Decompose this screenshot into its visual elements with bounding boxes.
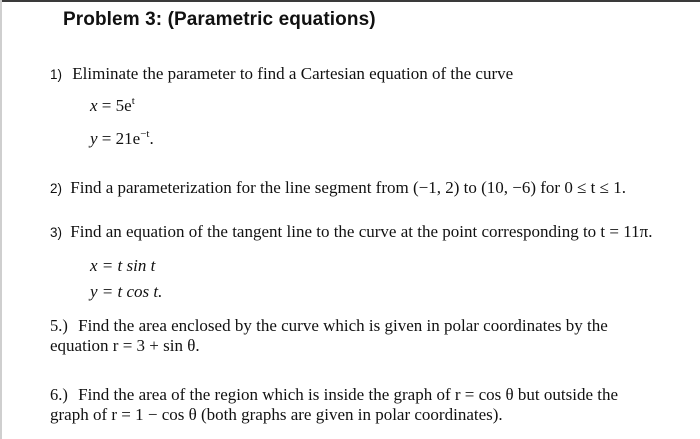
problem-6-line-2: graph of r = 1 − cos θ (both graphs are given in polar coordinates).	[50, 405, 503, 424]
top-edge-shadow	[0, 0, 700, 2]
eq-y-lhs: y	[90, 129, 98, 148]
eq-y-exponent: −t	[140, 128, 150, 140]
problem-5-line-2: equation r = 3 + sin θ.	[50, 336, 200, 355]
problem-3-equation-y: y = t cos t.	[90, 282, 163, 301]
eq-x-rhs: = 5e	[97, 96, 132, 115]
problem-5-text-1: Find the area enclosed by the curve which is given in polar coordinates by the	[78, 316, 608, 335]
eq-y-rhs: = 21e	[97, 129, 141, 148]
problem-5-number: 5.)	[50, 316, 68, 335]
eq-x-lhs: x	[90, 96, 98, 115]
problem-2	[50, 178, 626, 198]
eq-y-tail: .	[149, 129, 154, 148]
problem-3-equation-x: x = t sin t	[90, 256, 156, 275]
problem-2-number: 2)	[50, 181, 63, 196]
problem-6-number: 6.)	[50, 385, 68, 404]
problem-3-number: 3)	[50, 225, 63, 240]
problem-5-line-1	[50, 316, 608, 336]
problem-6-text-1: Find the area of the region which is inside the graph of r = cos θ but outside the	[78, 385, 619, 404]
problem-3-text: Find an equation of the tangent line to the curve at the point corresponding to t = 11π.	[70, 222, 653, 241]
problem-6-line-1	[50, 385, 618, 405]
problem-1-number: 1)	[50, 67, 63, 82]
problem-3	[50, 222, 652, 242]
problem-1-text: Eliminate the parameter to find a Cartesian equation of the curve	[72, 64, 514, 83]
eq-x-exponent: t	[131, 95, 135, 107]
problem-1	[50, 64, 513, 84]
problem-1-equation-y	[90, 129, 154, 149]
left-edge-shadow	[0, 0, 2, 439]
problem-1-equation-x	[90, 96, 135, 116]
problem-2-text: Find a parameterization for the line segment from (−1, 2) to (10, −6) for 0 ≤ t ≤ 1.	[70, 178, 626, 197]
page-title: Problem 3: (Parametric equations)	[63, 9, 376, 30]
